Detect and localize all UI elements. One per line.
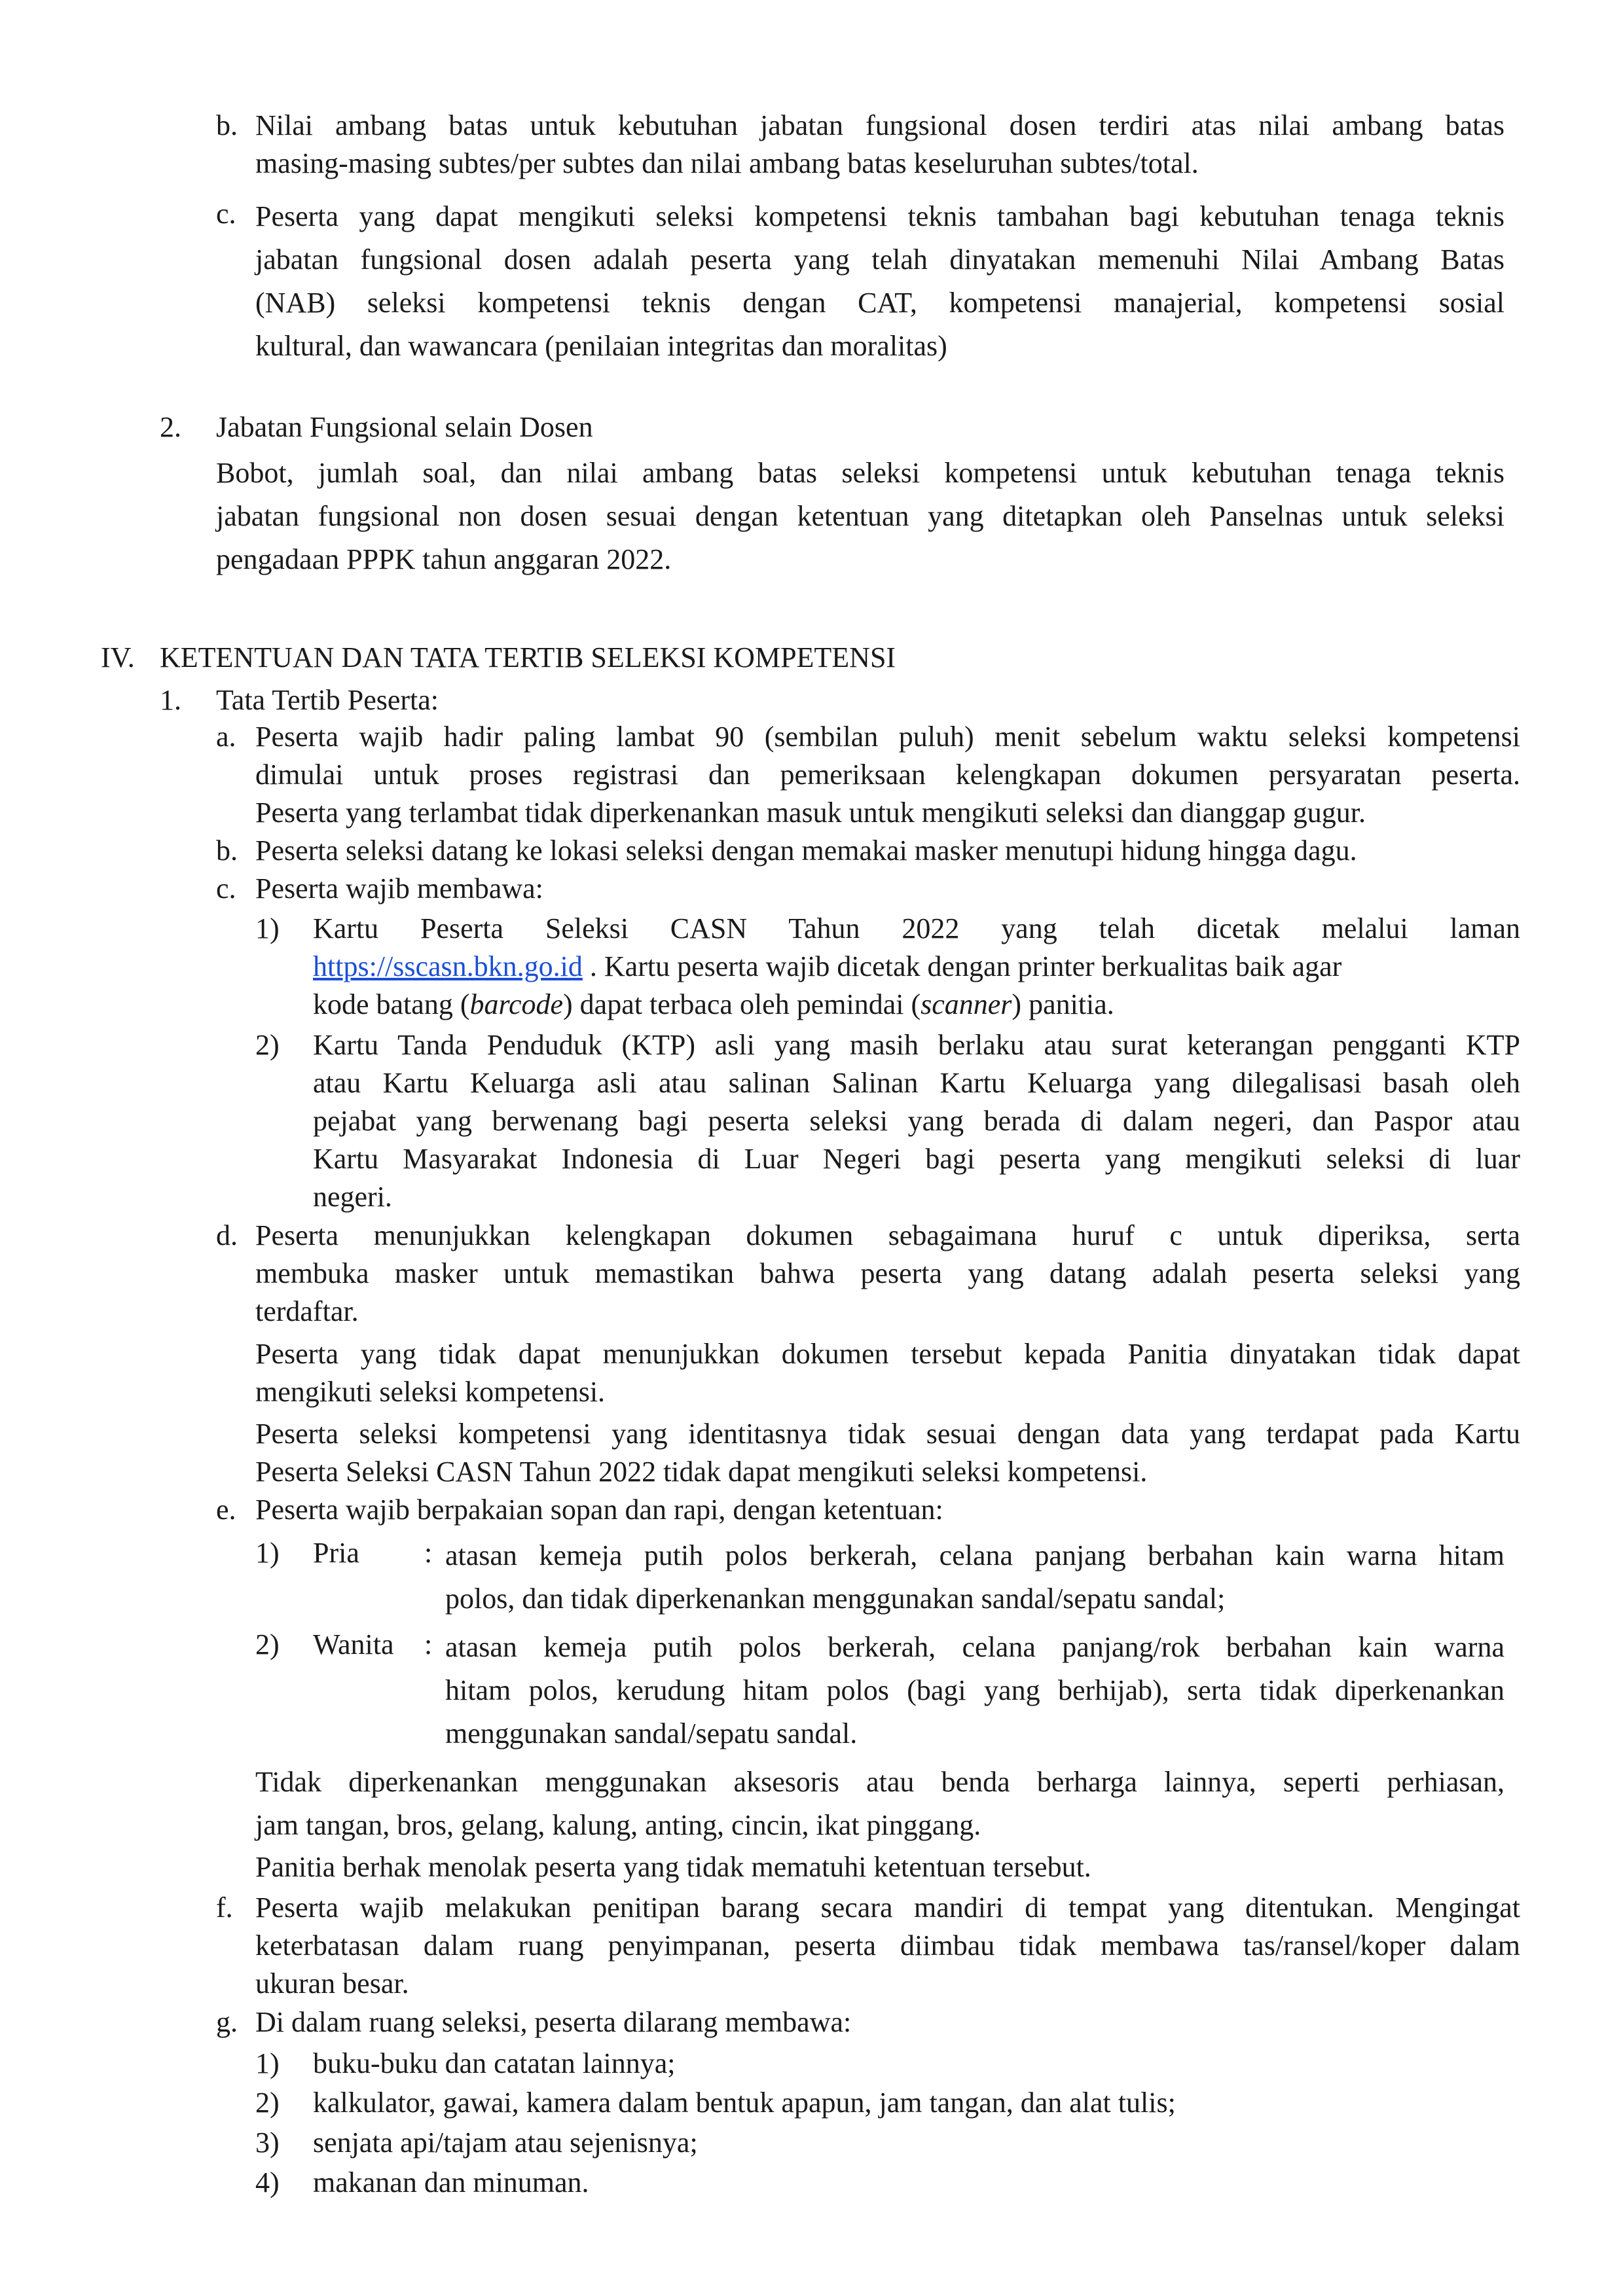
refusal-paragraph: Panitia berhak menolak peserta yang tidak mematuhi ketentuan tersebut. bbox=[255, 1851, 1091, 1883]
non-lecturer-paragraph bbox=[216, 452, 1504, 581]
italic-term: barcode bbox=[469, 988, 564, 1020]
text-line: atasan kemeja putih polos berkerah, celana panjang berbahan kain warna hitam bbox=[445, 1539, 1504, 1571]
sub-item-marker: 3) bbox=[255, 2126, 280, 2159]
sub-item-marker: 2) bbox=[255, 1628, 280, 1660]
item-title: Di dalam ruang seleksi, peserta dilarang membawa: bbox=[255, 2006, 852, 2038]
text-line: atau Kartu Keluarga asli atau salinan Salinan Kartu Keluarga yang dilegalisasi basah oleh bbox=[313, 1067, 1520, 1099]
text-line: polos, dan tidak diperkenankan menggunakan sandal/sepatu sandal; bbox=[445, 1583, 1226, 1615]
item-number: 2. bbox=[160, 411, 181, 443]
item-marker: f. bbox=[216, 1892, 233, 1924]
text-line bbox=[313, 948, 1520, 986]
text-fragment: ) dapat terbaca oleh pemindai ( bbox=[563, 988, 921, 1020]
text-line: jabatan fungsional non dosen sesuai dengan ketentuan yang ditetapkan oleh Panselnas untuk seleksi bbox=[216, 500, 1504, 532]
text-line: Tidak diperkenankan menggunakan aksesoris atau benda berharga lainnya, seperti perhiasan, bbox=[255, 1766, 1504, 1798]
accessories-paragraph bbox=[255, 1761, 1504, 1847]
sub-item-marker: 4) bbox=[255, 2166, 280, 2198]
prohibited-item: kalkulator, gawai, kamera dalam bentuk apapun, jam tangan, dan alat tulis; bbox=[313, 2087, 1176, 2119]
text-line: Peserta yang terlambat tidak diperkenankan masuk untuk mengikuti seleksi dan dianggap gugur. bbox=[255, 797, 1366, 829]
text-line: jabatan fungsional dosen adalah peserta yang telah dinyatakan memenuhi Nilai Ambang Batas bbox=[255, 243, 1504, 276]
text-line: menggunakan sandal/sepatu sandal. bbox=[445, 1717, 858, 1749]
identity-mismatch-paragraph bbox=[255, 1415, 1520, 1491]
sub-item-marker: 1) bbox=[255, 2047, 280, 2079]
item-marker: b. bbox=[216, 109, 238, 141]
text-line: Peserta wajib hadir paling lambat 90 (sembilan puluh) menit sebelum waktu seleksi kompetensi bbox=[255, 721, 1520, 753]
item-title: Peserta wajib berpakaian sopan dan rapi, dengan ketentuan: bbox=[255, 1494, 943, 1526]
mask-rule: Peserta seleksi datang ke lokasi seleksi dengan memakai masker menutupi hidung hingga dagu. bbox=[255, 834, 1357, 867]
sub-item-marker: 1) bbox=[255, 912, 280, 944]
text-line: dimulai untuk proses registrasi dan pemeriksaan kelengkapan dokumen persyaratan peserta. bbox=[255, 759, 1520, 791]
dress-code-label: Pria bbox=[313, 1537, 359, 1569]
text-line: Kartu Peserta Seleksi CASN Tahun 2022 yang telah dicetak melalui laman bbox=[313, 912, 1520, 944]
text-fragment: ) panitia. bbox=[1012, 988, 1114, 1020]
dress-code-label: Wanita bbox=[313, 1628, 394, 1660]
document-check-rule bbox=[255, 1217, 1520, 1331]
text-line: membuka masker untuk memastikan bahwa peserta yang datang adalah peserta seleksi yang bbox=[255, 1257, 1520, 1289]
text-fragment: kode batang ( bbox=[313, 988, 470, 1020]
text-line: pengadaan PPPK tahun anggaran 2022. bbox=[216, 543, 672, 575]
exam-card-requirement bbox=[313, 910, 1520, 1024]
item-number: 1. bbox=[160, 684, 181, 716]
sub-item-marker: 2) bbox=[255, 1029, 280, 1061]
prohibited-item: makanan dan minuman. bbox=[313, 2166, 589, 2198]
item-marker: a. bbox=[216, 721, 236, 753]
text-line: Peserta yang dapat mengikuti seleksi kompetensi teknis tambahan bagi kebutuhan tenaga teknis bbox=[255, 200, 1504, 232]
text-line bbox=[313, 986, 1520, 1024]
text-line: Peserta yang tidak dapat menunjukkan dokumen tersebut kepada Panitia dinyatakan tidak dapat bbox=[255, 1338, 1520, 1370]
text-line: negeri. bbox=[313, 1181, 392, 1213]
item-marker: b. bbox=[216, 834, 238, 867]
subsection-title: Tata Tertib Peserta: bbox=[216, 684, 439, 716]
subsection-title: Jabatan Fungsional selain Dosen bbox=[216, 411, 593, 443]
italic-term: scanner bbox=[921, 988, 1012, 1020]
item-marker: d. bbox=[216, 1219, 238, 1251]
label-colon: : bbox=[424, 1628, 433, 1660]
text-line: atasan kemeja putih polos berkerah, celana panjang/rok berbahan kain warna bbox=[445, 1631, 1504, 1663]
text-line: Kartu Masyarakat Indonesia di Luar Negeri bagi peserta yang mengikuti seleksi di luar bbox=[313, 1143, 1520, 1175]
text-line: hitam polos, kerudung hitam polos (bagi yang berhijab), serta tidak diperkenankan bbox=[445, 1674, 1504, 1706]
text-line: mengikuti seleksi kompetensi. bbox=[255, 1376, 606, 1408]
text-line: pejabat yang berwenang bagi peserta seleksi yang berada di dalam negeri, dan Paspor atau bbox=[313, 1105, 1520, 1137]
text-line: Peserta wajib melakukan penitipan barang secara mandiri di tempat yang ditentukan. Mengingat bbox=[255, 1892, 1520, 1924]
label-colon: : bbox=[424, 1537, 433, 1569]
text-line: terdaftar. bbox=[255, 1295, 359, 1327]
additional-test-paragraph bbox=[255, 195, 1504, 368]
text-line: (NAB) seleksi kompetensi teknis dengan CAT, kompetensi manajerial, kompetensi sosial bbox=[255, 287, 1504, 319]
text-line: ukuran besar. bbox=[255, 1967, 409, 2000]
text-line: Peserta seleksi kompetensi yang identitasnya tidak sesuai dengan data yang terdapat pada Kartu bbox=[255, 1418, 1520, 1450]
sscasn-link[interactable]: https://sscasn.bkn.go.id bbox=[313, 950, 583, 982]
sub-item-marker: 1) bbox=[255, 1537, 280, 1569]
identity-document-requirement bbox=[313, 1026, 1520, 1216]
text-line: masing-masing subtes/per subtes dan nilai ambang batas keseluruhan subtes/total. bbox=[255, 147, 1199, 179]
text-line: Kartu Tanda Penduduk (KTP) asli yang masih berlaku atau surat keterangan pengganti KTP bbox=[313, 1029, 1520, 1061]
attendance-rule bbox=[255, 718, 1520, 832]
text-line: kultural, dan wawancara (penilaian integritas dan moralitas) bbox=[255, 330, 947, 362]
section-heading: KETENTUAN DAN TATA TERTIB SELEKSI KOMPETENSI bbox=[160, 641, 896, 673]
prohibited-item: buku-buku dan catatan lainnya; bbox=[313, 2047, 676, 2079]
text-line: keterbatasan dalam ruang penyimpanan, peserta diimbau tidak membawa tas/ransel/koper dalam bbox=[255, 1929, 1520, 1962]
section-number: IV. bbox=[101, 641, 135, 673]
text-fragment: . Kartu peserta wajib dicetak dengan printer berkualitas baik agar bbox=[582, 950, 1342, 982]
sub-item-marker: 2) bbox=[255, 2087, 280, 2119]
document-check-paragraph bbox=[255, 1335, 1520, 1411]
item-marker: c. bbox=[216, 872, 236, 905]
prohibited-item: senjata api/tajam atau sejenisnya; bbox=[313, 2126, 698, 2159]
text-line: Peserta Seleksi CASN Tahun 2022 tidak dapat mengikuti seleksi kompetensi. bbox=[255, 1456, 1148, 1488]
female-dress-code bbox=[445, 1626, 1504, 1755]
item-marker: e. bbox=[216, 1494, 236, 1526]
text-line: Peserta menunjukkan kelengkapan dokumen sebagaimana huruf c untuk diperiksa, serta bbox=[255, 1219, 1520, 1251]
item-title: Peserta wajib membawa: bbox=[255, 872, 543, 905]
threshold-paragraph bbox=[255, 107, 1504, 183]
text-line: jam tangan, bros, gelang, kalung, anting, cincin, ikat pinggang. bbox=[255, 1809, 981, 1841]
text-line: Bobot, jumlah soal, dan nilai ambang batas seleksi kompetensi untuk kebutuhan tenaga teknis bbox=[216, 457, 1504, 489]
item-marker: c. bbox=[216, 198, 236, 230]
text-line: Nilai ambang batas untuk kebutuhan jabatan fungsional dosen terdiri atas nilai ambang batas bbox=[255, 109, 1504, 141]
storage-rule bbox=[255, 1889, 1520, 2003]
item-marker: g. bbox=[216, 2006, 238, 2038]
male-dress-code bbox=[445, 1534, 1504, 1621]
